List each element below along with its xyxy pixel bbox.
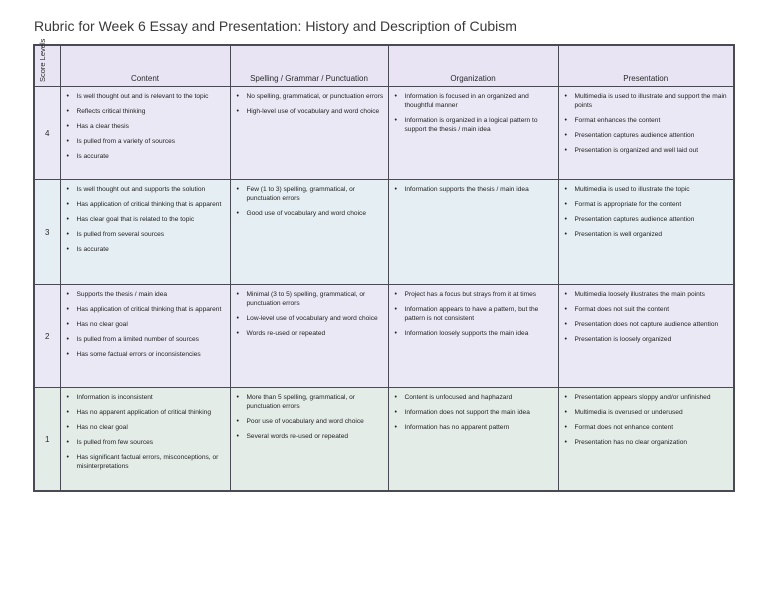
presentation-criteria-list xyxy=(559,180,734,247)
organization-criteria-list xyxy=(389,180,558,202)
header-organization: Organization xyxy=(388,45,558,87)
presentation-criteria-list xyxy=(559,388,734,455)
list-item: • Multimedia is used to illustrate and support the main points xyxy=(575,92,730,110)
list-item: • Presentation is loosely organized xyxy=(575,335,730,344)
presentation-cell xyxy=(558,180,734,285)
content-cell xyxy=(60,180,230,285)
document-title: Rubric for Week 6 Essay and Presentation: History and Description of Cubism xyxy=(34,18,517,34)
list-item: • Has application of critical thinking that is apparent xyxy=(77,200,226,209)
list-item: • Has some factual errors or inconsistencies xyxy=(77,350,226,359)
list-item: • Multimedia is used to illustrate the topic xyxy=(575,185,730,194)
list-item: • Multimedia is overused or underused xyxy=(575,408,730,417)
list-item: • Format does not enhance content xyxy=(575,423,730,432)
spelling-cell xyxy=(230,180,388,285)
list-item: • Has no apparent application of critical thinking xyxy=(77,408,226,417)
spelling-criteria-list xyxy=(231,87,388,124)
table-row xyxy=(34,388,734,492)
header-presentation: Presentation xyxy=(558,45,734,87)
list-item: • Information does not support the main idea xyxy=(405,408,554,417)
presentation-criteria-list xyxy=(559,87,734,163)
content-cell xyxy=(60,388,230,492)
organization-cell xyxy=(388,285,558,388)
content-criteria-list xyxy=(61,180,230,262)
list-item: • Has no clear goal xyxy=(77,320,226,329)
rubric-table xyxy=(33,38,735,492)
organization-criteria-list xyxy=(389,87,558,142)
list-item: • Format enhances the content xyxy=(575,116,730,125)
list-item: • Poor use of vocabulary and word choice xyxy=(247,417,384,426)
list-item: • Content is unfocused and haphazard xyxy=(405,393,554,402)
list-item: • Reflects critical thinking xyxy=(77,107,226,116)
header-spelling: Spelling / Grammar / Punctuation xyxy=(230,45,388,87)
list-item: • Information is inconsistent xyxy=(77,393,226,402)
spelling-criteria-list xyxy=(231,388,388,449)
organization-cell xyxy=(388,180,558,285)
list-item: • Has clear goal that is related to the topic xyxy=(77,215,226,224)
list-item: • Information loosely supports the main idea xyxy=(405,329,554,338)
list-item: • Is pulled from a variety of sources xyxy=(77,137,226,146)
list-item: • Presentation is organized and well laid out xyxy=(575,146,730,155)
list-item: • Is pulled from few sources xyxy=(77,438,226,447)
list-item: • Information supports the thesis / main idea xyxy=(405,185,554,194)
header-score-label: Score Levels xyxy=(38,38,47,82)
header-content: Content xyxy=(60,45,230,87)
list-item: • Has application of critical thinking that is apparent xyxy=(77,305,226,314)
list-item: • Minimal (3 to 5) spelling, grammatical, or punctuation errors xyxy=(247,290,384,308)
content-cell xyxy=(60,285,230,388)
spelling-cell xyxy=(230,285,388,388)
list-item: • No spelling, grammatical, or punctuation errors xyxy=(247,92,384,101)
score-level-cell: 2 xyxy=(34,285,60,388)
list-item: • Format does not suit the content xyxy=(575,305,730,314)
list-item: • Information is focused in an organized and thoughtful manner xyxy=(405,92,554,110)
presentation-cell xyxy=(558,285,734,388)
list-item: • Presentation is well organized xyxy=(575,230,730,239)
header-score-levels xyxy=(34,38,60,87)
organization-criteria-list xyxy=(389,388,558,440)
organization-cell xyxy=(388,87,558,180)
table-row xyxy=(34,87,734,180)
list-item: • High-level use of vocabulary and word choice xyxy=(247,107,384,116)
content-criteria-list xyxy=(61,285,230,367)
table-row xyxy=(34,285,734,388)
list-item: • Is accurate xyxy=(77,245,226,254)
list-item: • Low-level use of vocabulary and word choice xyxy=(247,314,384,323)
list-item: • Has no clear goal xyxy=(77,423,226,432)
score-level-cell: 1 xyxy=(34,388,60,492)
rubric-body xyxy=(34,87,734,492)
content-cell xyxy=(60,87,230,180)
list-item: • Presentation captures audience attention xyxy=(575,215,730,224)
list-item: • Has significant factual errors, misconceptions, or misinterpretations xyxy=(77,453,226,471)
list-item: • Is well thought out and is relevant to the topic xyxy=(77,92,226,101)
list-item: • Format is appropriate for the content xyxy=(575,200,730,209)
spelling-cell xyxy=(230,87,388,180)
list-item: • Information appears to have a pattern, but the pattern is not consistent xyxy=(405,305,554,323)
list-item: • Few (1 to 3) spelling, grammatical, or punctuation errors xyxy=(247,185,384,203)
list-item: • Is pulled from several sources xyxy=(77,230,226,239)
table-row xyxy=(34,180,734,285)
list-item: • Information is organized in a logical pattern to support the thesis / main idea xyxy=(405,116,554,134)
presentation-criteria-list xyxy=(559,285,734,352)
score-level-cell: 3 xyxy=(34,180,60,285)
spelling-cell xyxy=(230,388,388,492)
list-item: • Multimedia loosely illustrates the main points xyxy=(575,290,730,299)
list-item: • Supports the thesis / main idea xyxy=(77,290,226,299)
list-item: • Information has no apparent pattern xyxy=(405,423,554,432)
list-item: • Is well thought out and supports the solution xyxy=(77,185,226,194)
list-item: • Presentation captures audience attention xyxy=(575,131,730,140)
list-item: • Presentation has no clear organization xyxy=(575,438,730,447)
list-item: • Presentation does not capture audience attention xyxy=(575,320,730,329)
list-item: • Presentation appears sloppy and/or unfinished xyxy=(575,393,730,402)
list-item: • Is accurate xyxy=(77,152,226,161)
list-item: • Has a clear thesis xyxy=(77,122,226,131)
list-item: • Several words re-used or repeated xyxy=(247,432,384,441)
spelling-criteria-list xyxy=(231,285,388,346)
list-item: • Words re-used or repeated xyxy=(247,329,384,338)
organization-criteria-list xyxy=(389,285,558,346)
presentation-cell xyxy=(558,87,734,180)
score-level-cell: 4 xyxy=(34,87,60,180)
spelling-criteria-list xyxy=(231,180,388,226)
list-item: • More than 5 spelling, grammatical, or punctuation errors xyxy=(247,393,384,411)
content-criteria-list xyxy=(61,388,230,479)
list-item: • Good use of vocabulary and word choice xyxy=(247,209,384,218)
organization-cell xyxy=(388,388,558,492)
list-item: • Is pulled from a limited number of sources xyxy=(77,335,226,344)
list-item: • Project has a focus but strays from it at times xyxy=(405,290,554,299)
header-row xyxy=(34,45,734,87)
content-criteria-list xyxy=(61,87,230,169)
presentation-cell xyxy=(558,388,734,492)
